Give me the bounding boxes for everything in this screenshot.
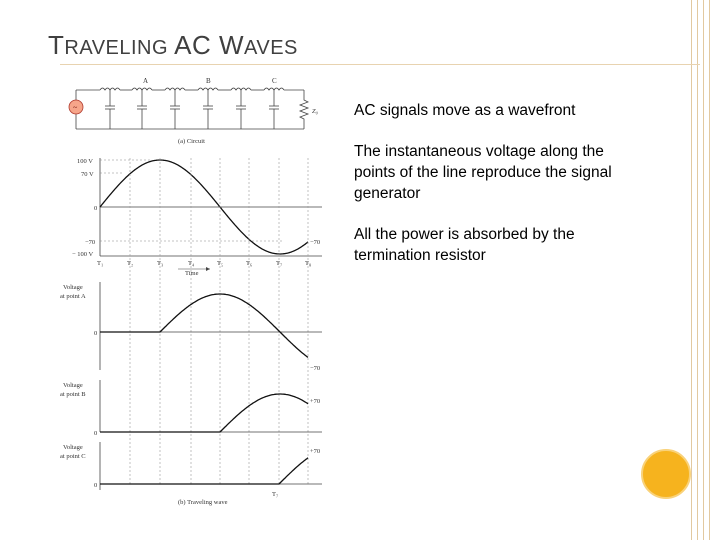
bullet-item: All the power is absorbed by the termination resistor: [354, 226, 575, 264]
source-tick-label: 100 V: [77, 158, 93, 165]
point-b-waveform: [100, 394, 308, 432]
point-c-zero: 0: [94, 482, 98, 489]
source-tick-label: − 100 V: [72, 251, 94, 258]
title-part: T: [48, 30, 65, 60]
ac-source-symbol: ~: [73, 103, 78, 112]
inductor: [165, 88, 185, 90]
time-tick-label: T₃: [157, 260, 164, 267]
point-a-zero: 0: [94, 330, 98, 337]
inductor: [198, 88, 218, 90]
right-border-line: [697, 0, 698, 540]
right-border-line: [703, 0, 704, 540]
point-a-label: Voltage: [63, 284, 83, 291]
point-a-right-label: −70: [310, 365, 321, 372]
termination-resistor: [300, 90, 308, 129]
capacitor: [170, 90, 180, 129]
point-b-zero: 0: [94, 430, 98, 437]
decorative-circle: [641, 449, 691, 499]
node-label: C: [272, 77, 277, 85]
right-border-line: [691, 0, 692, 540]
point-b-label: Voltage: [63, 382, 83, 389]
time-arrow-head: [206, 267, 210, 271]
source-tick-label: 0: [94, 205, 98, 212]
point-b-right-label: +70: [310, 398, 321, 405]
node-label: B: [206, 77, 211, 85]
time-tick-label: T₇: [276, 260, 283, 267]
capacitor: [236, 90, 246, 129]
capacitor: [137, 90, 147, 129]
point-c-waveform: [100, 458, 308, 484]
capacitor: [269, 90, 279, 129]
point-c-marker-label: T₇: [272, 491, 279, 498]
inductor: [231, 88, 251, 90]
title-part: AVES: [244, 37, 298, 59]
circuit-diagram: [76, 88, 308, 129]
point-b-plot: [60, 380, 322, 437]
figure-caption: (b) Traveling wave: [178, 499, 228, 506]
bullet-item: The instantaneous voltage along the points of the line reproduce the signal generator: [354, 143, 612, 202]
bullet-list: [354, 100, 644, 286]
time-tick-label: T₁: [97, 260, 104, 267]
time-tick-label: T₈: [305, 260, 312, 267]
source-right-label: −70: [310, 239, 321, 246]
capacitor: [203, 90, 213, 129]
point-a-waveform: [100, 294, 308, 357]
source-tick-label: 70 V: [81, 171, 94, 178]
time-tick-label: T₆: [246, 260, 253, 267]
inductor: [100, 88, 120, 90]
point-c-right-label: +70: [310, 448, 321, 455]
point-c-label: Voltage: [63, 444, 83, 451]
time-tick-label: T₅: [217, 260, 224, 267]
traveling-wave-figure: [60, 70, 330, 510]
time-tick-label: T₄: [188, 260, 195, 267]
time-axis-label: Time: [185, 270, 199, 277]
load-label: Z₀: [312, 108, 318, 115]
circuit-caption: (a) Circuit: [178, 138, 205, 145]
bullet-item: AC signals move as a wavefront: [354, 102, 576, 119]
inductor: [264, 88, 284, 90]
source-plot: [72, 158, 322, 258]
capacitor: [105, 90, 115, 129]
title-part: AC W: [174, 30, 244, 60]
title-rule: [60, 64, 700, 65]
inductor: [132, 88, 152, 90]
right-border-line: [709, 0, 710, 540]
source-dashed-levels: [100, 160, 284, 241]
time-tick-label: T₂: [127, 260, 134, 267]
node-label: A: [143, 77, 149, 85]
point-b-label: at point B: [60, 391, 86, 398]
source-tick-label: −70: [85, 239, 96, 246]
slide-title: [48, 30, 298, 61]
point-a-label: at point A: [60, 293, 86, 300]
point-c-label: at point C: [60, 453, 86, 460]
title-part: RAVELING: [64, 37, 175, 59]
